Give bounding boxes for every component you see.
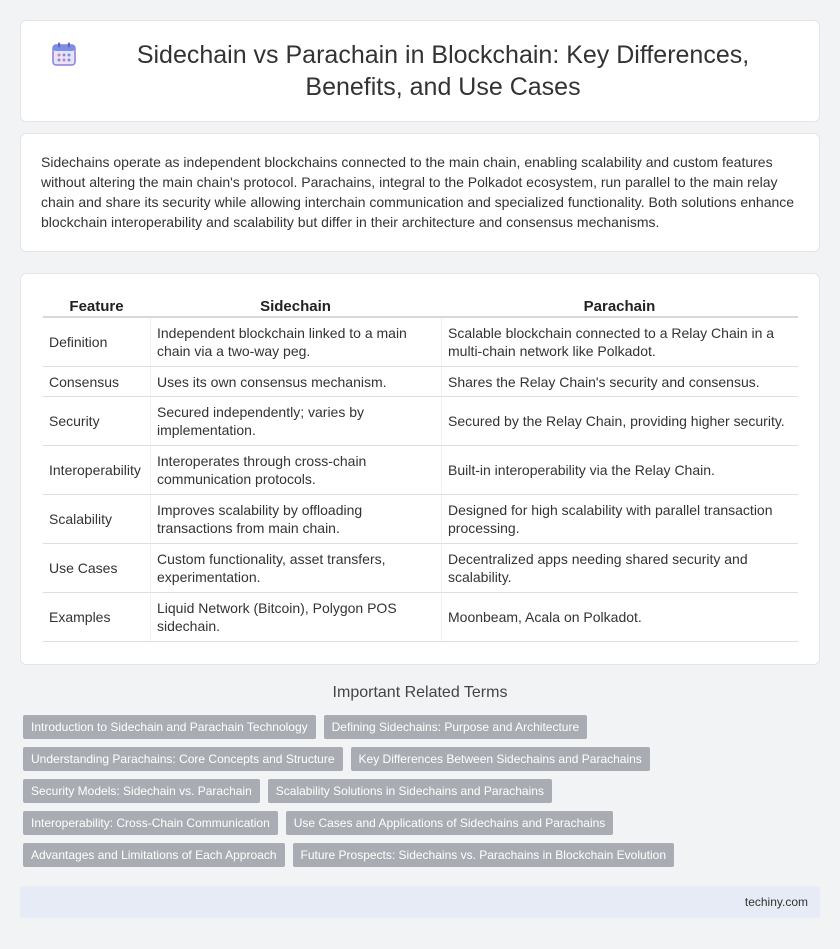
parachain-cell: Designed for high scalability with parallel transaction processing. [441,495,798,544]
parachain-cell: Built-in interoperability via the Relay Chain. [441,446,798,495]
related-term-tag[interactable]: Understanding Parachains: Core Concepts and Structure [23,747,343,771]
footer-site-link[interactable]: techiny.com [744,895,808,909]
related-term-tag[interactable]: Use Cases and Applications of Sidechains and Parachains [286,811,614,835]
header-feature: Feature [43,294,150,318]
feature-cell: Consensus [43,367,150,397]
feature-cell: Use Cases [43,544,150,593]
header-parachain: Parachain [441,294,798,318]
header-sidechain: Sidechain [150,294,441,318]
related-term-tag[interactable]: Interoperability: Cross-Chain Communication [23,811,278,835]
sidechain-cell: Improves scalability by offloading transactions from main chain. [150,495,441,544]
calendar-grid-icon [51,41,77,67]
table-row [43,397,798,446]
sidechain-cell: Uses its own consensus mechanism. [150,367,441,397]
feature-cell: Security [43,397,150,446]
sidechain-cell: Independent blockchain linked to a main chain via a two-way peg. [150,318,441,367]
table-row [43,367,798,397]
table-row [43,544,798,593]
related-terms-title: Important Related Terms [332,684,508,701]
sidechain-cell: Interoperates through cross-chain communication protocols. [150,446,441,495]
table-row [43,318,798,367]
sidechain-cell: Liquid Network (Bitcoin), Polygon POS sidechain. [150,593,441,642]
comparison-card [20,273,820,665]
comparison-table [43,294,798,642]
title-card [20,20,820,122]
parachain-cell: Scalable blockchain connected to a Relay Chain in a multi-chain network like Polkadot. [441,318,798,367]
related-terms-section [20,684,820,875]
table-header-row [43,294,798,318]
feature-cell: Definition [43,318,150,367]
parachain-cell: Decentralized apps needing shared security and scalability. [441,544,798,593]
sidechain-cell: Secured independently; varies by implementation. [150,397,441,446]
feature-cell: Interoperability [43,446,150,495]
table-row [43,446,798,495]
parachain-cell: Moonbeam, Acala on Polkadot. [441,593,798,642]
related-term-tag[interactable]: Future Prospects: Sidechains vs. Parachains in Blockchain Evolution [293,843,675,867]
intro-card [20,133,820,252]
parachain-cell: Secured by the Relay Chain, providing higher security. [441,397,798,446]
related-terms-tags [20,715,820,875]
related-term-tag[interactable]: Key Differences Between Sidechains and Parachains [351,747,650,771]
related-term-tag[interactable]: Defining Sidechains: Purpose and Architecture [324,715,587,739]
feature-cell: Examples [43,593,150,642]
table-row [43,593,798,642]
parachain-cell: Shares the Relay Chain's security and consensus. [441,367,798,397]
table-row [43,495,798,544]
related-term-tag[interactable]: Scalability Solutions in Sidechains and Parachains [268,779,552,803]
intro-paragraph: Sidechains operate as independent blockchains connected to the main chain, enabling scalability and custom features without altering the main chain's protocol. Parachains, integral to the Polkadot ecosystem, run parallel to the main relay chain and share its security while allowing interchain communication and specialized functionality. Both solutions enhance blockchain interoperability and scalability but differ in their architecture and consensus mechanisms. [41,154,795,230]
sidechain-cell: Custom functionality, asset transfers, experimentation. [150,544,441,593]
page-title: Sidechain vs Parachain in Blockchain: Key Differences, Benefits, and Use Cases [136,41,750,101]
title-wrap [51,39,789,103]
related-term-tag[interactable]: Security Models: Sidechain vs. Parachain [23,779,260,803]
footer [20,886,820,918]
related-term-tag[interactable]: Introduction to Sidechain and Parachain Technology [23,715,316,739]
related-term-tag[interactable]: Advantages and Limitations of Each Approach [23,843,285,867]
feature-cell: Scalability [43,495,150,544]
